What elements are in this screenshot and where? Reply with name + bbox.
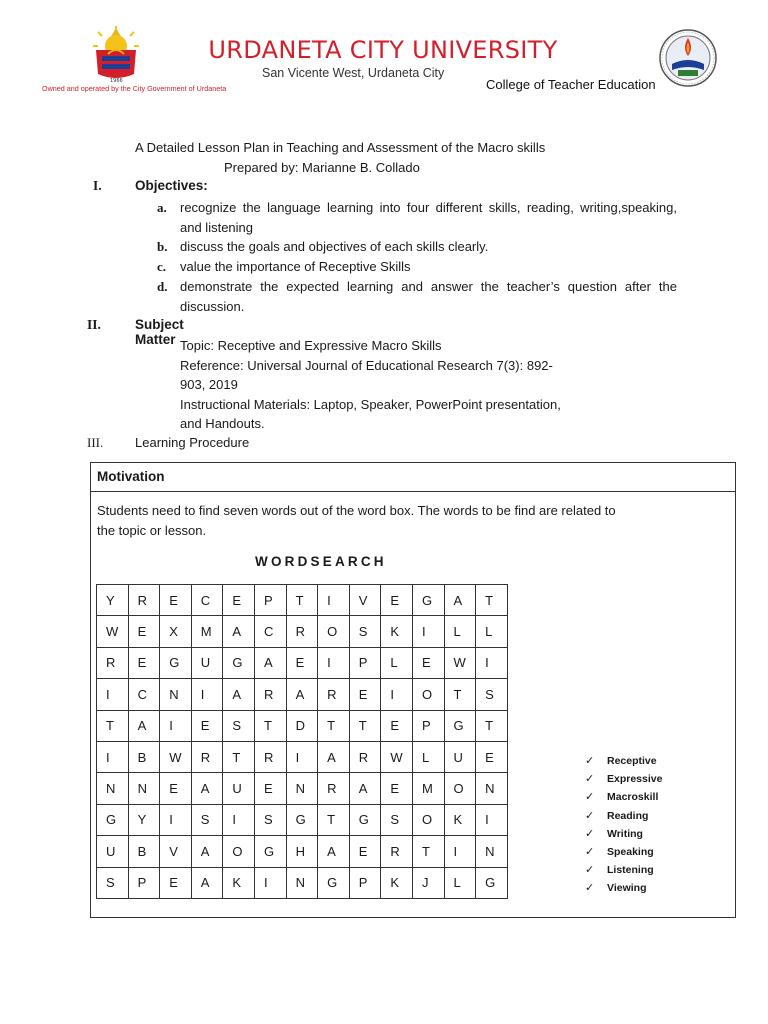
grid-row bbox=[97, 647, 508, 678]
grid-cell: I bbox=[97, 679, 129, 710]
university-address: San Vicente West, Urdaneta City bbox=[262, 66, 445, 80]
grid-cell: T bbox=[223, 741, 255, 772]
objective-item: a. recognize the language learning into four different skills, reading, writing,speaking, and listening bbox=[157, 198, 677, 238]
grid-cell: O bbox=[223, 836, 255, 867]
grid-cell: S bbox=[223, 710, 255, 741]
grid-cell: I bbox=[191, 679, 223, 710]
grid-cell: T bbox=[318, 710, 350, 741]
grid-cell: E bbox=[223, 585, 255, 616]
grid-cell: E bbox=[286, 647, 318, 678]
grid-cell: I bbox=[318, 647, 350, 678]
ownership-note: Owned and operated by the City Government of Urdaneta bbox=[42, 84, 227, 93]
grid-cell: I bbox=[476, 804, 508, 835]
grid-row bbox=[97, 679, 508, 710]
wordsearch-instruction: Students need to find seven words out of the word box. The words to be find are related to the topic or lesson. bbox=[97, 503, 616, 538]
grid-cell: N bbox=[97, 773, 129, 804]
grid-cell: J bbox=[412, 867, 444, 898]
grid-cell: E bbox=[412, 647, 444, 678]
grid-cell: A bbox=[318, 741, 350, 772]
grid-cell: L bbox=[444, 867, 476, 898]
divider bbox=[91, 491, 735, 492]
grid-cell: P bbox=[128, 867, 160, 898]
grid-row bbox=[97, 836, 508, 867]
checkmark-icon: ✓ bbox=[585, 773, 595, 786]
section-learning-procedure-heading: Learning Procedure bbox=[135, 435, 250, 450]
grid-cell: E bbox=[160, 773, 192, 804]
grid-cell: I bbox=[223, 804, 255, 835]
grid-cell: E bbox=[191, 710, 223, 741]
grid-cell: T bbox=[412, 836, 444, 867]
word-label: Speaking bbox=[607, 845, 654, 858]
grid-cell: I bbox=[97, 741, 129, 772]
grid-cell: T bbox=[476, 585, 508, 616]
grid-cell: E bbox=[128, 616, 160, 647]
grid-cell: A bbox=[318, 836, 350, 867]
wordsearch-title: WORDSEARCH bbox=[255, 554, 387, 569]
grid-cell: M bbox=[191, 616, 223, 647]
grid-cell: E bbox=[160, 585, 192, 616]
grid-cell: K bbox=[444, 804, 476, 835]
reference-line: Reference: Universal Journal of Educational Research 7(3): 892- bbox=[180, 358, 553, 373]
grid-cell: L bbox=[381, 647, 413, 678]
topic-line: Topic: Receptive and Expressive Macro Skills bbox=[180, 338, 442, 353]
grid-cell: A bbox=[223, 616, 255, 647]
objective-text: discuss the goals and objectives of each skills clearly. bbox=[180, 239, 489, 254]
grid-cell: E bbox=[381, 710, 413, 741]
grid-cell: G bbox=[97, 804, 129, 835]
checkmark-icon: ✓ bbox=[585, 882, 595, 895]
grid-cell: I bbox=[254, 867, 286, 898]
grid-cell: H bbox=[286, 836, 318, 867]
grid-cell: C bbox=[128, 679, 160, 710]
grid-cell: E bbox=[381, 773, 413, 804]
grid-cell: G bbox=[160, 647, 192, 678]
grid-cell: O bbox=[444, 773, 476, 804]
grid-cell: W bbox=[444, 647, 476, 678]
materials-line: Instructional Materials: Laptop, Speaker, PowerPoint presentation, bbox=[180, 397, 561, 412]
grid-cell: P bbox=[412, 710, 444, 741]
grid-cell: I bbox=[160, 804, 192, 835]
grid-cell: L bbox=[476, 616, 508, 647]
grid-cell: U bbox=[191, 647, 223, 678]
grid-cell: N bbox=[476, 836, 508, 867]
word-label: Reading bbox=[607, 809, 649, 822]
grid-cell: S bbox=[254, 804, 286, 835]
grid-cell: N bbox=[160, 679, 192, 710]
grid-cell: C bbox=[191, 585, 223, 616]
ucu-seal-logo bbox=[88, 24, 144, 86]
grid-cell: K bbox=[223, 867, 255, 898]
grid-cell: I bbox=[286, 741, 318, 772]
grid-cell: I bbox=[476, 647, 508, 678]
grid-cell: U bbox=[444, 741, 476, 772]
grid-cell: G bbox=[286, 804, 318, 835]
grid-cell: R bbox=[191, 741, 223, 772]
checkmark-icon: ✓ bbox=[585, 845, 595, 858]
objective-text: value the importance of Receptive Skills bbox=[180, 259, 411, 274]
svg-text:1966: 1966 bbox=[110, 78, 123, 84]
grid-cell: E bbox=[381, 585, 413, 616]
section-title: Objectives: bbox=[135, 178, 208, 193]
grid-cell: R bbox=[349, 741, 381, 772]
grid-cell: A bbox=[191, 836, 223, 867]
grid-cell: I bbox=[318, 585, 350, 616]
grid-cell: A bbox=[191, 867, 223, 898]
grid-cell: W bbox=[97, 616, 129, 647]
grid-row bbox=[97, 585, 508, 616]
college-seal-logo bbox=[658, 28, 718, 88]
word-label: Expressive bbox=[607, 773, 663, 786]
grid-cell: T bbox=[286, 585, 318, 616]
grid-cell: T bbox=[476, 710, 508, 741]
grid-cell: R bbox=[97, 647, 129, 678]
grid-cell: M bbox=[412, 773, 444, 804]
grid-cell: A bbox=[286, 679, 318, 710]
grid-cell: D bbox=[286, 710, 318, 741]
grid-cell: R bbox=[254, 741, 286, 772]
grid-cell: P bbox=[349, 647, 381, 678]
grid-cell: N bbox=[128, 773, 160, 804]
grid-cell: N bbox=[286, 773, 318, 804]
grid-row bbox=[97, 616, 508, 647]
checkmark-icon: ✓ bbox=[585, 864, 595, 877]
section-title: Subject Matter bbox=[135, 317, 184, 347]
grid-cell: Y bbox=[128, 804, 160, 835]
grid-cell: I bbox=[444, 836, 476, 867]
grid-cell: K bbox=[381, 867, 413, 898]
grid-cell: K bbox=[381, 616, 413, 647]
wordsearch-grid bbox=[96, 584, 508, 899]
grid-cell: G bbox=[349, 804, 381, 835]
motivation-heading: Motivation bbox=[97, 469, 165, 484]
grid-cell: B bbox=[128, 836, 160, 867]
grid-cell: L bbox=[444, 616, 476, 647]
grid-cell: R bbox=[318, 773, 350, 804]
grid-cell: R bbox=[318, 679, 350, 710]
grid-cell: L bbox=[412, 741, 444, 772]
prepared-by: Prepared by: Marianne B. Collado bbox=[224, 160, 420, 175]
section-number: II. bbox=[87, 317, 101, 332]
checkmark-icon: ✓ bbox=[585, 755, 595, 767]
grid-cell: A bbox=[191, 773, 223, 804]
document-title: A Detailed Lesson Plan in Teaching and Assessment of the Macro skills bbox=[135, 140, 546, 155]
grid-cell: A bbox=[223, 679, 255, 710]
grid-cell: V bbox=[160, 836, 192, 867]
grid-cell: G bbox=[412, 585, 444, 616]
grid-cell: N bbox=[476, 773, 508, 804]
grid-cell: E bbox=[476, 741, 508, 772]
grid-row bbox=[97, 741, 508, 772]
grid-cell: E bbox=[254, 773, 286, 804]
university-name: URDANETA CITY UNIVERSITY bbox=[208, 36, 558, 64]
grid-cell: B bbox=[128, 741, 160, 772]
grid-cell: N bbox=[286, 867, 318, 898]
checkmark-icon: ✓ bbox=[585, 809, 595, 822]
word-label: Writing bbox=[607, 827, 643, 840]
grid-row bbox=[97, 804, 508, 835]
grid-cell: E bbox=[128, 647, 160, 678]
checkmark-icon: ✓ bbox=[585, 827, 595, 840]
word-label: Receptive bbox=[607, 755, 657, 767]
grid-cell: S bbox=[381, 804, 413, 835]
grid-cell: P bbox=[349, 867, 381, 898]
grid-cell: G bbox=[223, 647, 255, 678]
grid-cell: G bbox=[254, 836, 286, 867]
grid-cell: E bbox=[349, 679, 381, 710]
grid-row bbox=[97, 773, 508, 804]
grid-cell: G bbox=[318, 867, 350, 898]
grid-cell: A bbox=[444, 585, 476, 616]
grid-cell: W bbox=[160, 741, 192, 772]
grid-cell: T bbox=[318, 804, 350, 835]
grid-cell: T bbox=[444, 679, 476, 710]
grid-cell: S bbox=[476, 679, 508, 710]
grid-cell: T bbox=[254, 710, 286, 741]
grid-row bbox=[97, 710, 508, 741]
materials-line-continued: and Handouts. bbox=[180, 416, 265, 431]
grid-cell: I bbox=[160, 710, 192, 741]
grid-cell: U bbox=[97, 836, 129, 867]
objective-item: b. discuss the goals and objectives of each skills clearly. bbox=[157, 237, 677, 257]
grid-cell: O bbox=[318, 616, 350, 647]
objective-text: recognize the language learning into four different skills, reading, writing,speaking, and listening bbox=[180, 200, 677, 235]
grid-cell: U bbox=[223, 773, 255, 804]
grid-cell: A bbox=[254, 647, 286, 678]
word-label: Listening bbox=[607, 864, 654, 877]
objective-item: c. value the importance of Receptive Skills bbox=[157, 257, 677, 277]
checkmark-icon: ✓ bbox=[585, 791, 595, 804]
grid-cell: C bbox=[254, 616, 286, 647]
objective-item: d. demonstrate the expected learning and answer the teacher’s question after the discussion. bbox=[157, 277, 677, 317]
grid-cell: Y bbox=[97, 585, 129, 616]
grid-cell: I bbox=[381, 679, 413, 710]
word-label: Viewing bbox=[607, 882, 647, 895]
grid-cell: A bbox=[349, 773, 381, 804]
grid-cell: G bbox=[444, 710, 476, 741]
grid-cell: R bbox=[128, 585, 160, 616]
grid-cell: S bbox=[349, 616, 381, 647]
grid-cell: S bbox=[191, 804, 223, 835]
section-number: III. bbox=[87, 435, 104, 450]
grid-row bbox=[97, 867, 508, 898]
grid-cell: T bbox=[97, 710, 129, 741]
grid-cell: P bbox=[254, 585, 286, 616]
grid-cell: R bbox=[286, 616, 318, 647]
grid-cell: I bbox=[412, 616, 444, 647]
grid-cell: W bbox=[381, 741, 413, 772]
grid-cell: X bbox=[160, 616, 192, 647]
section-number: I. bbox=[93, 178, 102, 193]
grid-cell: O bbox=[412, 679, 444, 710]
objective-text: demonstrate the expected learning and answer the teacher’s question after the discussion. bbox=[180, 279, 677, 314]
college-name: College of Teacher Education bbox=[486, 77, 656, 92]
grid-cell: R bbox=[254, 679, 286, 710]
grid-cell: S bbox=[97, 867, 129, 898]
grid-cell: A bbox=[128, 710, 160, 741]
grid-cell: O bbox=[412, 804, 444, 835]
grid-cell: G bbox=[476, 867, 508, 898]
grid-cell: V bbox=[349, 585, 381, 616]
reference-line-continued: 903, 2019 bbox=[180, 377, 238, 392]
grid-cell: E bbox=[160, 867, 192, 898]
grid-cell: E bbox=[349, 836, 381, 867]
grid-cell: T bbox=[349, 710, 381, 741]
grid-cell: R bbox=[381, 836, 413, 867]
word-label: Macroskill bbox=[607, 791, 659, 804]
